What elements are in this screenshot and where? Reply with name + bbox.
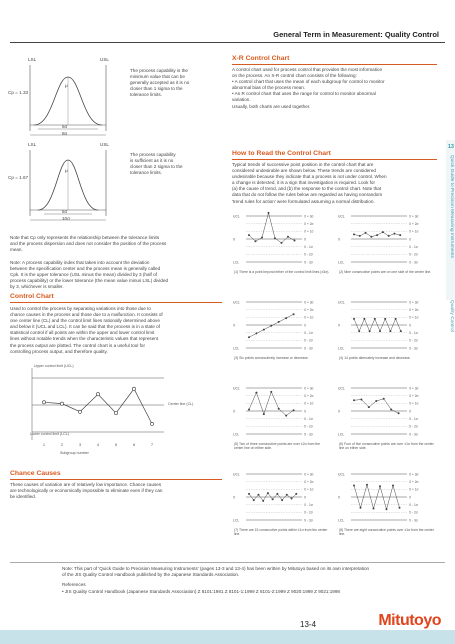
center-label: X (338, 323, 341, 328)
trend-point (379, 485, 381, 487)
lcl-label: LCL (338, 260, 345, 265)
trend-chart-svg (232, 296, 332, 354)
footer-bar (0, 630, 455, 644)
usl-label-2: USL (100, 142, 109, 147)
trend-caption: (3) Six points consecutively increase or decrease. (234, 356, 309, 360)
sigma-label: X - 1σ (409, 416, 418, 421)
chance-causes-title: Chance Causes (10, 470, 61, 477)
trend-point (261, 236, 263, 238)
sigma-label: X (304, 237, 307, 242)
control-chart-point (96, 393, 99, 396)
ucl-label: UCL (233, 214, 240, 219)
page-header-title: General Term in Measurement: Quality Control (273, 30, 439, 39)
sigma-label: X + 3σ (304, 214, 314, 219)
sigma-label: X - 1σ (304, 416, 313, 421)
cp2-label: Cp = 1.67 (8, 175, 29, 180)
trend-chart-2 (337, 210, 437, 296)
trend-point (400, 330, 402, 332)
control-chart-point (78, 410, 81, 413)
trend-point (374, 318, 376, 320)
sigma-label: X - 2σ (409, 338, 418, 343)
ucl-label: UCL (338, 472, 345, 477)
ucl-label: Upper control limit (UCL) (34, 364, 74, 368)
sigma-b-2: 10σ (62, 216, 70, 221)
x-tick-label: 4 (96, 442, 100, 447)
lcl-label: LCL (233, 518, 240, 523)
trend-chart-svg (337, 382, 437, 440)
subgroup-axis-label: Subgroup number (60, 451, 89, 455)
sigma-label: X (304, 495, 307, 500)
trend-point (248, 336, 250, 338)
ucl-label: UCL (338, 386, 345, 391)
sigma-label: X + 1σ (304, 401, 314, 406)
trend-point (388, 235, 390, 237)
sigma-label: X + 1σ (304, 229, 314, 234)
center-label: X (233, 495, 236, 500)
x-tick-label: 6 (132, 442, 136, 447)
trend-point (248, 493, 250, 495)
trend-point (248, 408, 250, 410)
sigma-label: X + 2σ (409, 221, 419, 226)
control-chart-point (132, 387, 135, 390)
control-chart-text: Used to control the process by separating variations into those due to chance causes in the process and those due to a malfunction. It consists of one center line (CL) and the control limit lines rationally determined above and below it (UCL and LCL). It can be said that the process is in a state of statistical control if all points are within the upper and lower control limit lines without notable trends when the characteristic values that represent the process output are plotted. The control chart is a useful tool for controlling process output, and therefore quality. (10, 306, 163, 354)
ucl-label: UCL (233, 300, 240, 305)
lcl-label: LCL (233, 432, 240, 437)
center-label: X (338, 409, 341, 414)
trend-chart-4 (337, 296, 437, 382)
trend-point (253, 499, 255, 501)
trend-point (293, 409, 295, 411)
sigma-label: X + 3σ (409, 386, 419, 391)
sigma-label: X + 2σ (409, 307, 419, 312)
center-label: X (338, 237, 341, 242)
trend-point (291, 498, 293, 500)
trend-point (293, 313, 295, 315)
sigma-label: X - 2σ (304, 424, 313, 429)
sigma-label: X - 3σ (409, 518, 418, 523)
trend-point (274, 237, 276, 239)
trend-caption: (1) There is a point beyond either of the control limit lines (±3σ). (234, 270, 330, 274)
trend-point (366, 484, 368, 486)
trend-point (295, 493, 297, 495)
sigma-label: X + 1σ (409, 315, 419, 320)
trend-point (369, 330, 371, 332)
trend-chart-svg (337, 210, 437, 268)
trend-point (375, 400, 377, 402)
sigma-label: X + 2σ (304, 221, 314, 226)
how-to-read-text: Typical trends of successive point position in the control chart that are considered undesirable are shown below. These trends are considered undesirable because they indicate that a process is not under control. When a change is detected, it is a sign that investigation is required. Look for (a) the cause of trend, and (b) the response to the control chart. Note that data that do not follow the rules below are regarded as having nonrandom 'trend rules for action' were formulated assuming a normal distribution. (232, 162, 387, 204)
trend-chart-svg (337, 296, 437, 354)
sigma-label: X - 1σ (409, 244, 418, 249)
lsl-label-2: LSL (28, 142, 37, 147)
lcl-label: LCL (233, 260, 240, 265)
usl-label-1: USL (100, 57, 109, 62)
capability-note: Note that Cp only represents the relationship between the tolerance limits and the process dispersion and does not consider the position of the process mean. (10, 235, 167, 253)
trend-point (248, 234, 250, 236)
center-label: X (233, 409, 236, 414)
trend-point (263, 413, 265, 415)
trend-point (255, 392, 257, 394)
trend-chart-grid (232, 210, 437, 555)
sidebar-guide-title: Quick Guide to Precision Measuring Instruments (449, 155, 454, 258)
x-tick-label: 7 (150, 442, 154, 447)
sigma-label: X - 3σ (409, 346, 418, 351)
lcl-label: LCL (338, 432, 345, 437)
trend-caption: (6) Four of five consecutive points are over ±1σ from the center line on either side. (339, 442, 434, 451)
sigma-label: X + 2σ (409, 393, 419, 398)
trend-point (360, 507, 362, 509)
xr-chart-title: X-R Control Chart (232, 55, 290, 62)
trend-point (379, 330, 381, 332)
trend-caption: (5) Two of three consecutive points are over ±2σ from the center line on either side. (234, 442, 321, 451)
center-label: X (233, 237, 236, 242)
sigma-label: X + 3σ (304, 300, 314, 305)
mu-label-2: μ (65, 168, 68, 173)
trend-point (376, 234, 378, 236)
lcl-label: LCL (233, 346, 240, 351)
sigma-label: X (409, 323, 412, 328)
sigma-label: X - 3σ (304, 432, 313, 437)
control-chart-point (114, 412, 117, 415)
mu-label-1: μ (65, 83, 68, 88)
lcl-label: LCL (338, 518, 345, 523)
sigma-label: X (304, 409, 307, 414)
x-tick-label: 2 (60, 442, 64, 447)
trend-point (353, 485, 355, 487)
x-tick-label: 3 (78, 442, 82, 447)
trend-chart-8 (337, 468, 437, 554)
trend-chart-7 (232, 468, 332, 554)
trend-caption: (4) 14 points alternately increase and decrease. (339, 356, 411, 360)
trend-point (359, 235, 361, 237)
trend-point (285, 317, 287, 319)
how-to-read-rule (232, 159, 437, 160)
chance-causes-text: These causes of variation are of relatively low importance. Chance causes are technologically or economically impossible to eliminate even if they can be identified. (10, 482, 163, 500)
sigma-label: X + 1σ (304, 315, 314, 320)
cp2-description: The process capability is sufficient as it is no closer than 2 sigma to the tolerance limits. (130, 152, 183, 176)
mitutoyo-logo: Mitutoyo (378, 612, 441, 629)
control-chart-rule (10, 302, 222, 303)
xr-chart-text: A control chart used for process control that provides the most information on the process. An X-R control chart consists of the following: • A control chart that uses the mean of each subgroup for control to monitor abnormal bias of the process mean. • An R control chart that uses the range for control to monitor abnormal variation. Usually, both charts are used together. (232, 67, 385, 109)
cpk-note: Note: A process capability index that takes into account the deviation between the specification center and the process mean is generally called Cpk. It is the upper tolerance (USL minus the mean) divided by 3 (half of process capability) or the lower tolerance (the mean value minus LSL) divided by 3, whichever is smaller. (10, 260, 169, 290)
sigma-label: X (304, 323, 307, 328)
trend-chart-6 (337, 382, 437, 468)
trend-chart-3 (232, 296, 332, 382)
sigma-label: X - 2σ (409, 510, 418, 515)
footer-note: Note: This part of 'Quick Guide to Precision Measuring Instruments' (pages 13-3 and 13-4) has been written by Mitutoyo based on its own interpretation of the JIS Quality Control Handbook published by the Japanese Standards Association. (62, 566, 370, 578)
trend-chart-svg (337, 468, 437, 526)
sigma-a-2: 6σ (62, 209, 68, 214)
trend-point (398, 412, 400, 414)
sigma-label: X + 3σ (304, 386, 314, 391)
sigma-label: X (409, 409, 412, 414)
trend-point (353, 318, 355, 320)
trend-point (262, 500, 264, 502)
trend-chart-1 (232, 210, 332, 296)
sigma-label: X - 3σ (409, 260, 418, 265)
cp1-label: Cp = 1.33 (8, 90, 29, 95)
trend-point (370, 236, 372, 238)
lsl-label-1: LSL (28, 57, 37, 62)
header-rule (10, 42, 445, 43)
sigma-label: X - 3σ (409, 432, 418, 437)
control-chart-point (150, 422, 153, 425)
ucl-label: UCL (233, 386, 240, 391)
trend-point (278, 408, 280, 410)
trend-point (382, 231, 384, 233)
trend-point (267, 492, 269, 494)
lcl-label: Lower control limit (LCL) (30, 432, 69, 436)
trend-point (276, 493, 278, 495)
trend-point (399, 507, 401, 509)
trend-point (281, 499, 283, 501)
sigma-label: X - 1σ (304, 330, 313, 335)
sigma-label: X + 3σ (409, 300, 419, 305)
sigma-label: X - 2σ (409, 424, 418, 429)
sigma-label: X + 2σ (304, 479, 314, 484)
lcl-label: LCL (338, 346, 345, 351)
sigma-label: X + 1σ (304, 487, 314, 492)
sigma-label: X - 1σ (304, 244, 313, 249)
trend-chart-5 (232, 382, 332, 468)
trend-point (255, 332, 257, 334)
sigma-label: X - 2σ (304, 510, 313, 515)
trend-point (392, 485, 394, 487)
trend-point (389, 330, 391, 332)
control-chart-title: Control Chart (10, 293, 54, 300)
trend-point (294, 240, 296, 242)
sigma-label: X (409, 237, 412, 242)
sigma-label: X - 1σ (409, 330, 418, 335)
trend-point (399, 234, 401, 236)
trend-point (395, 318, 397, 320)
sidebar-page-tab: 13 (447, 144, 454, 150)
trend-point (353, 233, 355, 235)
trend-caption: (7) There are 15 consecutive points within ±1σ from the center line. (234, 528, 328, 537)
ucl-label: UCL (338, 300, 345, 305)
sigma-label: X + 2σ (304, 307, 314, 312)
trend-point (263, 329, 265, 331)
ucl-label: UCL (233, 472, 240, 477)
trend-point (393, 233, 395, 235)
sigma-b-1: 8σ (62, 131, 68, 136)
x-tick-label: 5 (114, 442, 118, 447)
center-label: X (338, 495, 341, 500)
control-chart-point (60, 402, 63, 405)
trend-point (272, 498, 274, 500)
trend-point (270, 325, 272, 327)
trend-point (386, 508, 388, 510)
sigma-label: X + 3σ (409, 472, 419, 477)
cl-label: Center line (CL) (168, 402, 194, 406)
trend-caption: (8) There are eight consecutive points over ±1σ from the center line. (339, 528, 434, 537)
sigma-label: X + 2σ (409, 479, 419, 484)
trend-point (257, 494, 259, 496)
trend-point (285, 415, 287, 417)
references-title: References (62, 582, 86, 587)
sigma-label: X + 3σ (304, 472, 314, 477)
trend-chart-svg (232, 382, 332, 440)
page-number: 13-4 (300, 620, 317, 629)
ucl-label: UCL (338, 214, 345, 219)
trend-point (287, 236, 289, 238)
control-chart-point (42, 401, 45, 404)
trend-point (353, 399, 355, 401)
sigma-label: X + 1σ (409, 401, 419, 406)
sigma-label: X - 1σ (409, 502, 418, 507)
sigma-label: X + 2σ (304, 393, 314, 398)
trend-point (384, 318, 386, 320)
sidebar-section-title: Quality Control (449, 300, 454, 332)
trend-caption: (2) Nine consecutive points are on one side of the center line. (339, 270, 432, 274)
sigma-label: X - 2σ (409, 252, 418, 257)
trend-point (390, 408, 392, 410)
control-chart-diagram (14, 360, 214, 455)
trend-chart-svg (232, 210, 332, 268)
xr-chart-rule (232, 64, 437, 65)
center-label: X (233, 323, 236, 328)
trend-point (281, 242, 283, 244)
sigma-label: X - 3σ (304, 518, 313, 523)
trend-point (278, 321, 280, 323)
trend-point (365, 232, 367, 234)
sigma-label: X - 2σ (304, 252, 313, 257)
trend-line (249, 213, 295, 243)
trend-line (249, 392, 294, 416)
sigma-label: X + 1σ (409, 229, 419, 234)
trend-point (286, 494, 288, 496)
sigma-label: X - 3σ (304, 260, 313, 265)
trend-point (255, 240, 257, 242)
sigma-label: X - 1σ (304, 502, 313, 507)
sigma-label: X - 3σ (304, 346, 313, 351)
trend-point (373, 508, 375, 510)
sigma-a-1: 6σ (62, 124, 68, 129)
x-tick-label: 1 (42, 442, 46, 447)
trend-point (368, 406, 370, 408)
trend-point (268, 212, 270, 214)
sigma-label: X + 3σ (409, 214, 419, 219)
trend-point (360, 399, 362, 401)
chance-causes-rule (10, 479, 222, 480)
sigma-label: X (409, 495, 412, 500)
trend-point (383, 398, 385, 400)
how-to-read-title: How to Read the Control Chart (232, 150, 331, 157)
trend-point (270, 391, 272, 393)
cp1-description: The process capability is the minimum value that can be generally accepted as it is no closer than 1 sigma to the tolerance limits. (130, 68, 190, 98)
trend-point (358, 330, 360, 332)
sigma-label: X - 2σ (304, 338, 313, 343)
trend-chart-svg (232, 468, 332, 526)
references-list: • JIS Quality Control Handbook (Japanese Standards Association) Z 8101:1981 Z 8101-1:1999 Z 8101-2:1999 Z 9020:1999 Z 9021:1998 (62, 589, 340, 594)
sigma-label: X + 1σ (409, 487, 419, 492)
trend-point (363, 318, 365, 320)
